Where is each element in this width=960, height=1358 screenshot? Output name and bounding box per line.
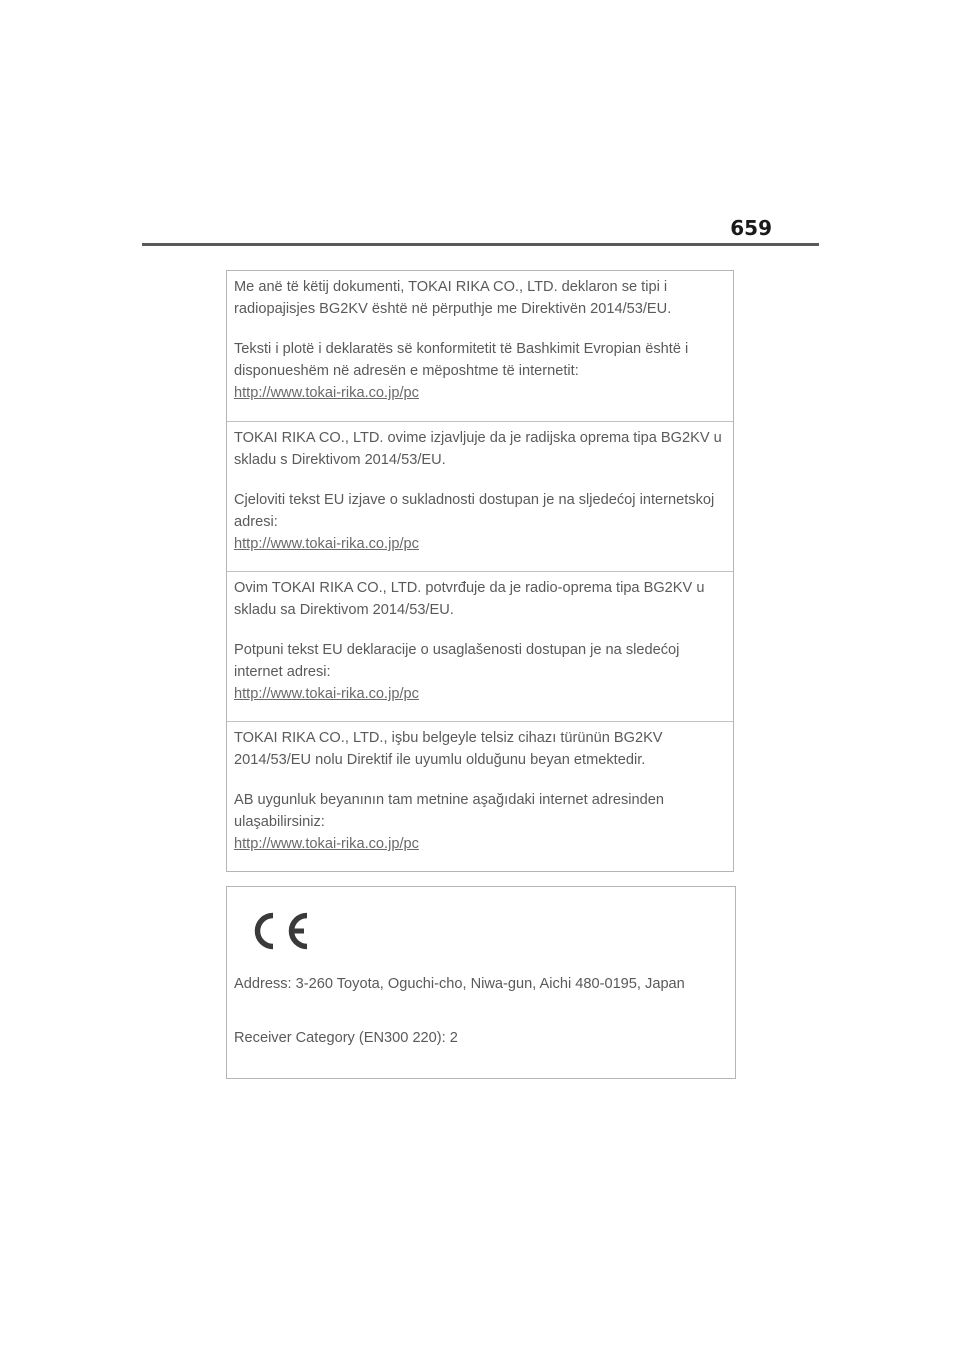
header-rule [142, 243, 819, 246]
declaration-link[interactable]: http://www.tokai-rika.co.jp/pc [234, 536, 419, 552]
declaration-availability: Potpuni tekst EU deklaracije o usaglašenosti dostupan je na sledećoj internet adresi: [234, 642, 680, 680]
declaration-availability: Cjeloviti tekst EU izjave o sukladnosti dostupan je na sljedećoj internetskoj adresi: [234, 492, 715, 530]
manufacturer-address: Address: 3-260 Toyota, Oguchi-cho, Niwa-gun, Aichi 480-0195, Japan [234, 976, 685, 992]
ce-info-box [226, 886, 736, 1079]
declaration-link[interactable]: http://www.tokai-rika.co.jp/pc [234, 385, 419, 401]
declaration-link[interactable]: http://www.tokai-rika.co.jp/pc [234, 836, 419, 852]
declaration-statement: Me anë të këtij dokumenti, TOKAI RIKA CO., LTD. deklaron se tipi i radiopajisjes BG2KV është në përputhje me Direktivën 2014/53/EU. [234, 279, 672, 317]
declaration-albanian [227, 271, 733, 421]
declaration-statement: TOKAI RIKA CO., LTD. ovime izjavljuje da je radijska oprema tipa BG2KV u skladu s Direktivom 2014/53/EU. [234, 430, 722, 468]
declaration-serbian [227, 571, 733, 721]
declaration-link[interactable]: http://www.tokai-rika.co.jp/pc [234, 686, 419, 702]
page-number: 659 [730, 216, 772, 240]
declarations-box [226, 270, 734, 872]
ce-mark-icon [243, 907, 311, 955]
declaration-turkish [227, 721, 733, 871]
declaration-statement: TOKAI RIKA CO., LTD., işbu belgeyle telsiz cihazı türünün BG2KV 2014/53/EU nolu Direktif ile uyumlu olduğunu beyan etmektedir. [234, 730, 663, 768]
declaration-availability: Teksti i plotë i deklaratës së konformitetit të Bashkimit Evropian është i disponueshëm në adresën e mëposhtme të internetit: [234, 341, 689, 379]
declaration-availability: AB uygunluk beyanının tam metnine aşağıdaki internet adresinden ulaşabilirsiniz: [234, 792, 664, 830]
declaration-statement: Ovim TOKAI RIKA CO., LTD. potvrđuje da je radio-oprema tipa BG2KV u skladu sa Direktivom 2014/53/EU. [234, 580, 705, 618]
declaration-croatian [227, 421, 733, 571]
receiver-category: Receiver Category (EN300 220): 2 [234, 1030, 458, 1046]
